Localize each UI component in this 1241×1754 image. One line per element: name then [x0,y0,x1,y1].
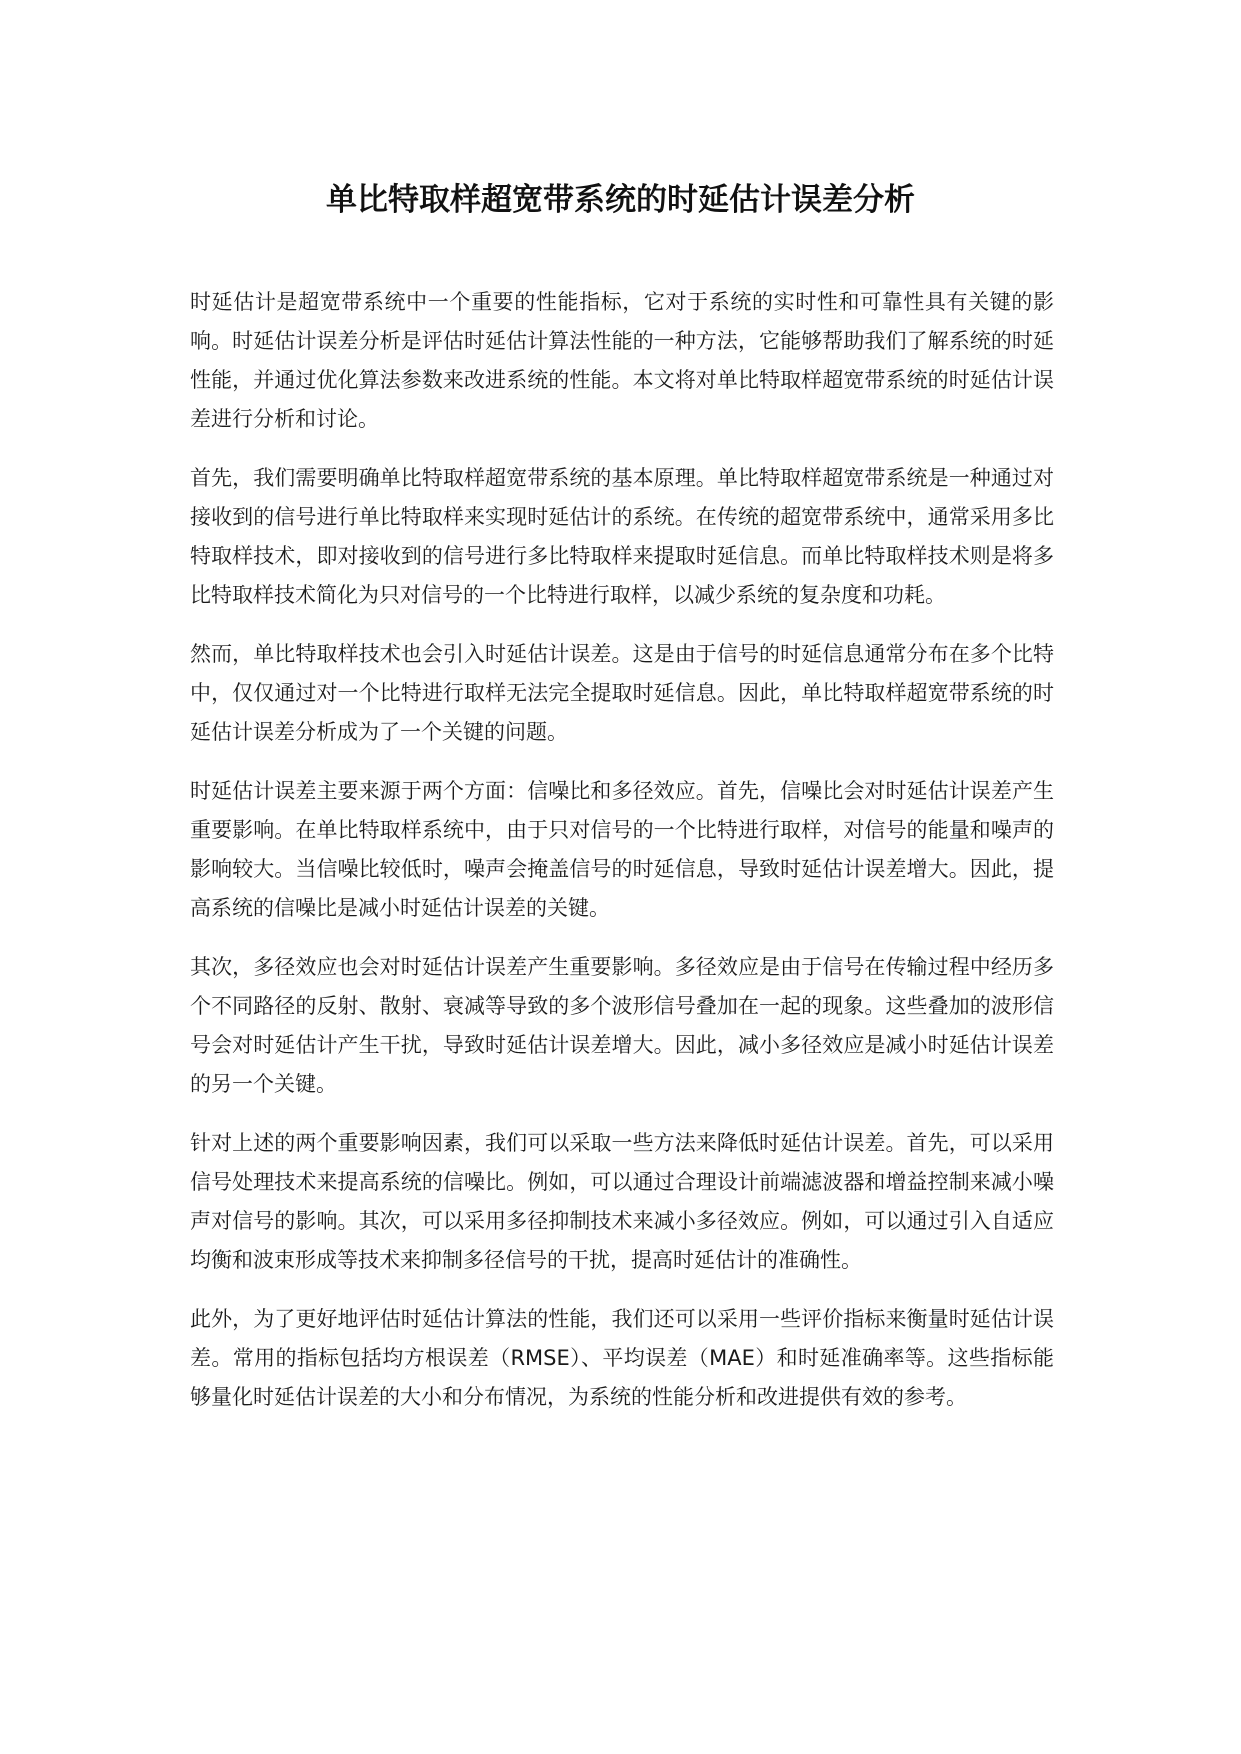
paragraph-2: 首先，我们需要明确单比特取样超宽带系统的基本原理。单比特取样超宽带系统是一种通过对接收到的信号进行单比特取样来实现时延估计的系统。在传统的超宽带系统中，通常采用多比特取样技术，即对接收到的信号进行多比特取样来提取时延信息。而单比特取样技术则是将多比特取样技术简化为只对信号的一个比特进行取样，以减少系统的复杂度和功耗。 [190,466,1054,607]
document-body [190,283,1054,1437]
paragraph-5: 其次，多径效应也会对时延估计误差产生重要影响。多径效应是由于信号在传输过程中经历多个不同路径的反射、散射、衰减等导致的多个波形信号叠加在一起的现象。这些叠加的波形信号会对时延估计产生干扰，导致时延估计误差增大。因此，减小多径效应是减小时延估计误差的另一个关键。 [190,955,1054,1096]
paragraph-6: 针对上述的两个重要影响因素，我们可以采取一些方法来降低时延估计误差。首先，可以采用信号处理技术来提高系统的信噪比。例如，可以通过合理设计前端滤波器和增益控制来减小噪声对信号的影响。其次，可以采用多径抑制技术来减小多径效应。例如，可以通过引入自适应均衡和波束形成等技术来抑制多径信号的干扰，提高时延估计的准确性。 [190,1131,1054,1272]
paragraph-1: 时延估计是超宽带系统中一个重要的性能指标，它对于系统的实时性和可靠性具有关键的影响。时延估计误差分析是评估时延估计算法性能的一种方法，它能够帮助我们了解系统的时延性能，并通过优化算法参数来改进系统的性能。本文将对单比特取样超宽带系统的时延估计误差进行分析和讨论。 [190,290,1054,431]
document-title: 单比特取样超宽带系统的时延估计误差分析 [326,182,915,218]
paragraph-7: 此外，为了更好地评估时延估计算法的性能，我们还可以采用一些评价指标来衡量时延估计误差。常用的指标包括均方根误差（RMSE）、平均误差（MAE）和时延准确率等。这些指标能够量化时延估计误差的大小和分布情况，为系统的性能分析和改进提供有效的参考。 [190,1307,1054,1409]
paragraph-3: 然而，单比特取样技术也会引入时延估计误差。这是由于信号的时延信息通常分布在多个比特中，仅仅通过对一个比特进行取样无法完全提取时延信息。因此，单比特取样超宽带系统的时延估计误差分析成为了一个关键的问题。 [190,642,1054,744]
paragraph-4: 时延估计误差主要来源于两个方面：信噪比和多径效应。首先，信噪比会对时延估计误差产生重要影响。在单比特取样系统中，由于只对信号的一个比特进行取样，对信号的能量和噪声的影响较大。当信噪比较低时，噪声会掩盖信号的时延信息，导致时延估计误差增大。因此，提高系统的信噪比是减小时延估计误差的关键。 [190,779,1054,920]
